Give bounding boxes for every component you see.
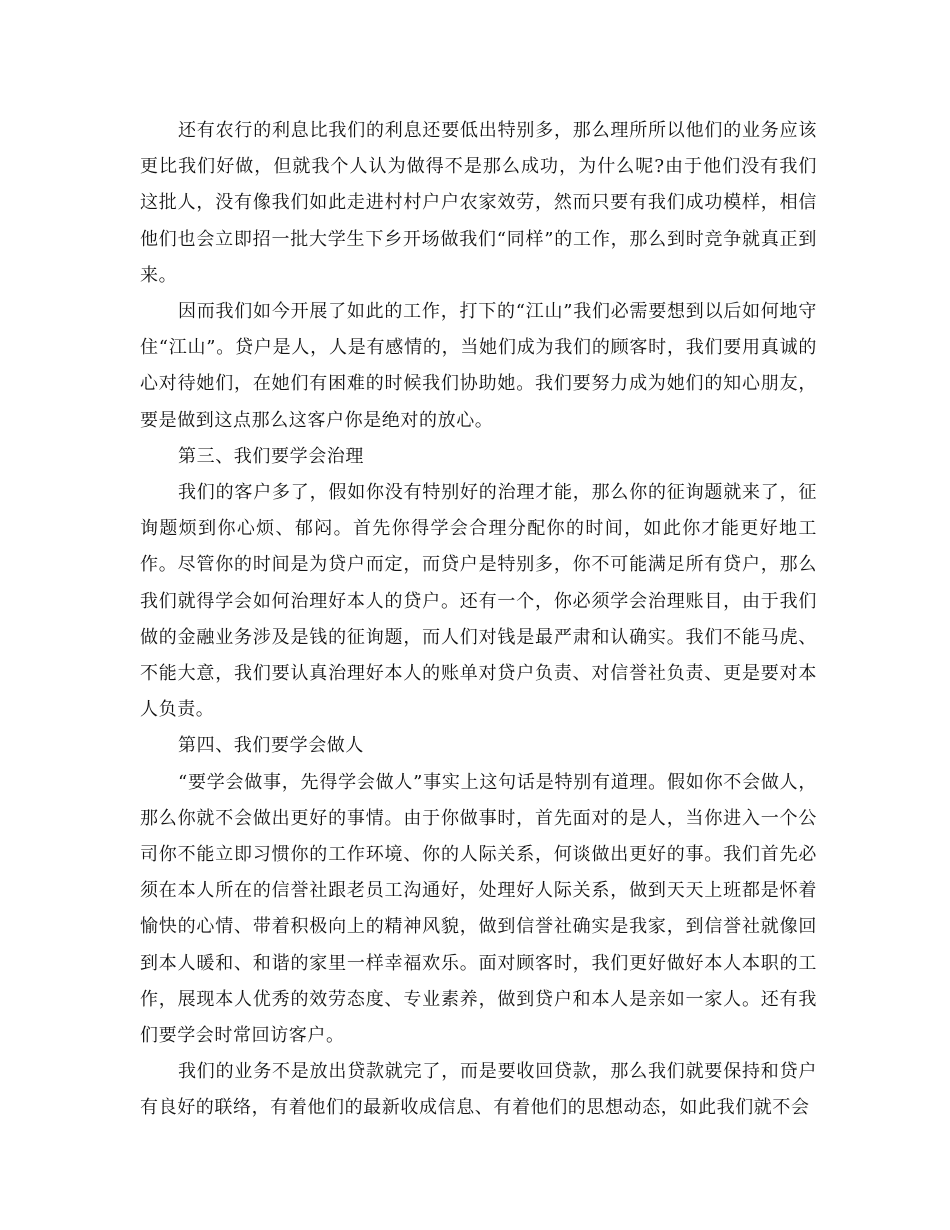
paragraph-6: “要学会做事，先得学会做人”事实上这句话是特别有道理。假如你不会做人，那么你就不会做出更好的事情。由于你做事时，首先面对的是人，当你进入一个公司你不能立即习惯你的工作环境、你的人际关系，何谈做出更好的事。我们首先必须在本人所在的信誉社跟老员工沟通好，处理好人际关系，做到天天上班都是怀着愉快的心情、带着积极向上的精神风貌，做到信誉社确实是我家，到信誉社就像回到本人暖和、和谐的家里一样幸福欢乐。面对顾客时，我们更好做好本人本职的工作，展现本人优秀的效劳态度、专业素养，做到贷户和本人是亲如一家人。还有我们要学会时常回访客户。 (140, 771, 817, 1047)
paragraph-1: 还有农行的利息比我们的利息还要低出特别多，那么理所所以他们的业务应该更比我们好做，但就我个人认为做得不是那么成功，为什么呢?由于他们没有我们这批人，没有像我们如此走进村村户户农家效劳，然而只要有我们成功模样，相信他们也会立即招一批大学生下乡开场做我们“同样”的工作，那么到时竞争就真正到来。 (140, 120, 817, 286)
section-heading-3: 第三、我们要学会治理 (178, 445, 364, 467)
section-heading-4: 第四、我们要学会做人 (178, 735, 364, 757)
paragraph-2: 因而我们如今开展了如此的工作，打下的“江山”我们必需要想到以后如何地守住“江山”。贷户是人，人是有感情的，当她们成为我们的顾客时，我们要用真诚的心对待她们，在她们有困难的时候我们协助她。我们要努力成为她们的知心朋友，要是做到这点那么这客户你是绝对的放心。 (140, 301, 817, 431)
paragraph-7: 我们的业务不是放出贷款就完了，而是要收回贷款，那么我们就要保持和贷户有良好的联络，有着他们的最新收成信息、有着他们的思想动态，如此我们就不会 (140, 1061, 817, 1119)
paragraph-4: 我们的客户多了，假如你没有特别好的治理才能，那么你的征询题就来了，征询题烦到你心烦、郁闷。首先你得学会合理分配你的时间，如此你才能更好地工作。尽管你的时间是为贷户而定，而贷户是特别多，你不可能满足所有贷户，那么我们就得学会如何治理好本人的贷户。还有一个，你必须学会治理账目，由于我们做的金融业务涉及是钱的征询题，而人们对钱是最严肃和认确实。我们不能马虎、不能大意，我们要认真治理好本人的账单对贷户负责、对信誉社负责、更是要对本人负责。 (140, 482, 817, 721)
